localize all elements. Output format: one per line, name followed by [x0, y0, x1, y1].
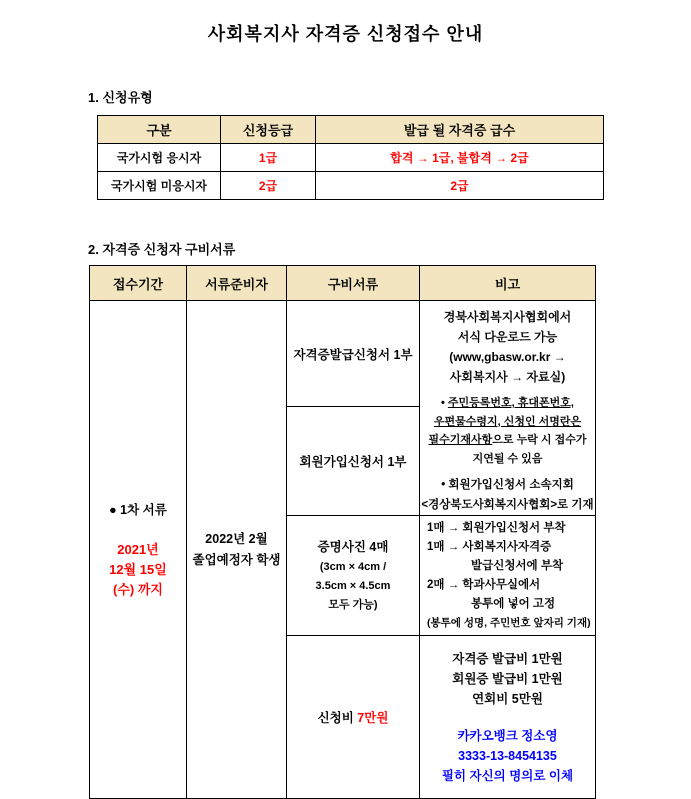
- preparer-cell: 2022년 2월 졸업예정자 학생: [187, 301, 287, 799]
- note-cell-merged: [420, 301, 596, 516]
- note-cell-fee-breakdown: [420, 636, 596, 799]
- note-required-fields: • 주민등록번호, 휴대폰번호, 우편물수령지, 신청인 서명란은 필수기재사항으로 누락 시 접수가 지연될 수 있음: [428, 397, 587, 465]
- note-cell-photo-usage: 1매 → 회원가입신청서 부착 1매 → 사회복지사자격증 발급신청서에 부착 2매 → 학과사무실에서 봉투에 넣어 고정 (봉투에 성명, 주민번호 앞자리 기재): [420, 516, 596, 636]
- table-row: [90, 301, 596, 407]
- period-deadline: 2021년 12월 15일 (수) 까지: [109, 541, 167, 597]
- cell-category: 국가시험 응시자: [98, 144, 221, 172]
- application-type-table: [97, 115, 604, 200]
- table1-header-grade: 신청등급: [221, 116, 316, 144]
- fee-breakdown: 자격증 발급비 1만원 회원증 발급비 1만원 연회비 5만원: [452, 651, 563, 706]
- cell-issued: 2급: [316, 172, 604, 200]
- table2-header-note: 비고: [420, 266, 596, 301]
- table2-header-period: 접수기간: [90, 266, 187, 301]
- document-title: 사회복지사 자격증 신청접수 안내: [207, 24, 484, 44]
- period-phase: ● 1차 서류: [109, 502, 167, 517]
- cell-category: 국가시험 미응시자: [98, 172, 221, 200]
- cell-grade: 1급: [221, 144, 316, 172]
- section1-heading: 1. 신청유형: [88, 90, 153, 105]
- doc-cell-certificate-form: 자격증발급신청서 1부: [287, 301, 420, 407]
- section2-heading: 2. 자격증 신청자 구비서류: [88, 242, 236, 257]
- table1-header-issued: 발급 될 자격증 급수: [316, 116, 604, 144]
- table2-header-preparer: 서류준비자: [187, 266, 287, 301]
- note-branch-info: • 회원가입신청서 소속지회 <경상북도사회복지사협회>로 기재: [421, 479, 594, 511]
- table-row: [98, 172, 604, 200]
- cell-issued: 합격 → 1급, 불합격 → 2급: [316, 144, 604, 172]
- table1-header-category: 구분: [98, 116, 221, 144]
- doc-cell-photos: 증명사진 4매 (3cm × 4cm / 3.5cm × 4.5cm 모두 가능): [287, 516, 420, 636]
- bank-transfer-info: 카카오뱅크 정소영 3333-13-8454135 필히 자신의 명의로 이체: [441, 728, 574, 783]
- table1-header-row: [98, 116, 604, 144]
- period-cell: [90, 301, 187, 799]
- required-documents-table: [89, 265, 596, 799]
- doc-cell-fee: 신청비 7만원: [287, 636, 420, 799]
- table2-header-documents: 구비서류: [287, 266, 420, 301]
- fee-amount: 7만원: [357, 711, 389, 725]
- table2-header-row: [90, 266, 596, 301]
- note-download-info: 경북사회복지사협회에서 서식 다운로드 가능 (www,gbasw.or.kr → 사회복지사 → 자료실): [443, 310, 572, 384]
- table-row: [98, 144, 604, 172]
- cell-grade: 2급: [221, 172, 316, 200]
- doc-cell-membership-form: 회원가입신청서 1부: [287, 407, 420, 516]
